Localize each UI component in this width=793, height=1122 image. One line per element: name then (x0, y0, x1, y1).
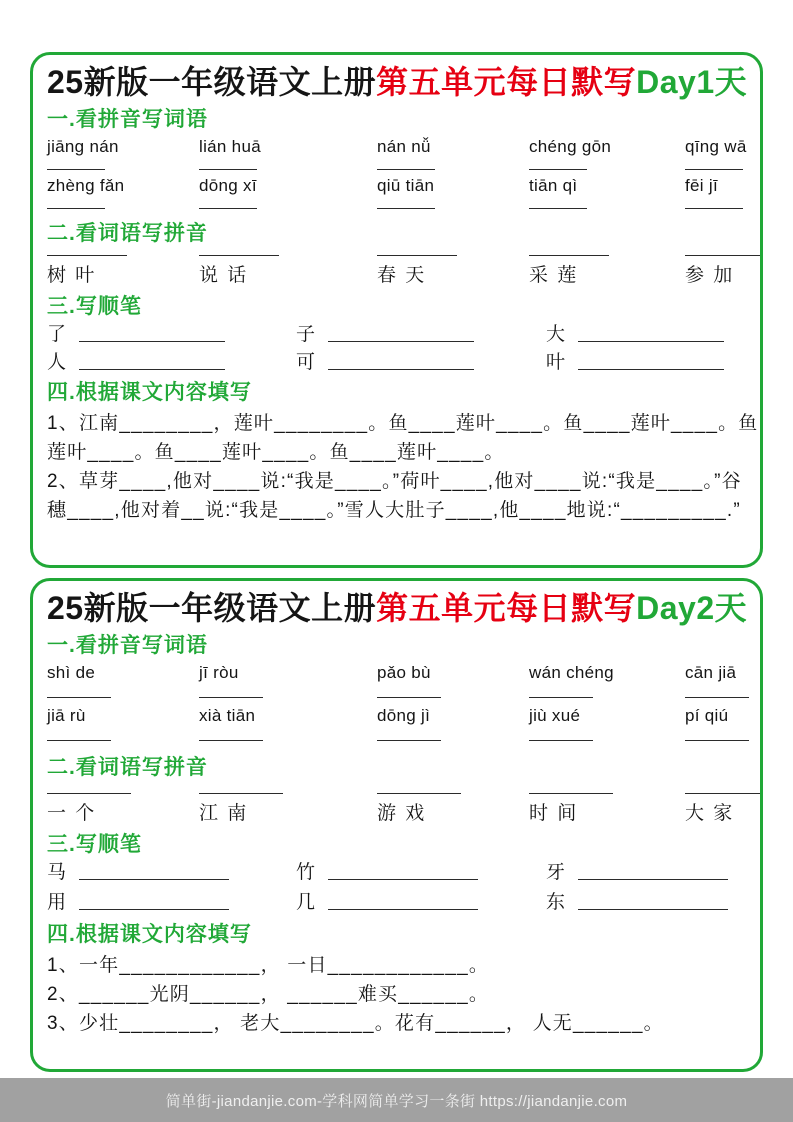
stroke-char: 人 (47, 352, 68, 373)
title-unit: 第五单元每日默写 (376, 64, 637, 100)
stroke-blank (578, 879, 728, 880)
section-heading-stroke-order: 三.写顺笔 (47, 833, 142, 856)
pinyin-cell (377, 663, 529, 706)
pinyin-text: jī ròu (199, 663, 239, 682)
day1-panel (30, 52, 763, 568)
answer-blank (199, 255, 279, 256)
stroke-char: 大 (546, 324, 567, 345)
pinyin-text: lián huā (199, 137, 261, 156)
pinyin-cell (199, 706, 377, 749)
fill-line: 3、少壮________， 老大________。花有______， 人无______。 (47, 1013, 664, 1034)
stroke-blank (328, 909, 478, 910)
answer-blank (685, 255, 763, 256)
pinyin-cell (199, 137, 377, 176)
word-cell (377, 785, 529, 826)
fill-line: 1、一年____________， 一日____________。 (47, 955, 490, 976)
answer-blank (529, 793, 613, 794)
pinyin-cell (685, 663, 749, 706)
word-text: 说 话 (199, 265, 249, 286)
stroke-char: 竹 (296, 862, 317, 883)
pinyin-text: qiū tiān (377, 176, 435, 195)
stroke-order-row (47, 892, 746, 914)
stroke-char: 马 (47, 862, 68, 883)
stroke-item (296, 862, 546, 884)
word-text: 时 间 (529, 803, 579, 824)
answer-blank (377, 697, 441, 698)
stroke-item (47, 324, 296, 346)
section-heading-words-to-pinyin: 二.看词语写拼音 (47, 756, 208, 779)
section-heading-pinyin-to-words: 一.看拼音写词语 (47, 634, 208, 657)
answer-blank (685, 697, 749, 698)
fill-line: 穗____,他对着__说:“我是____。”雪人大肚子____,他____地说:“_________.” (47, 500, 741, 521)
footer-bar (0, 1078, 793, 1122)
stroke-order-row (47, 324, 746, 346)
pinyin-row (47, 706, 746, 749)
pinyin-cell (685, 176, 746, 215)
stroke-char: 牙 (546, 862, 567, 883)
word-text: 树 叶 (47, 265, 97, 286)
word-cell (47, 251, 199, 288)
stroke-char: 了 (47, 324, 68, 345)
stroke-blank (79, 909, 229, 910)
pinyin-text: chéng gōn (529, 137, 612, 156)
stroke-blank (79, 879, 229, 880)
stroke-blank (328, 369, 474, 370)
title-day-badge: Day1天 (636, 64, 748, 100)
pinyin-cell (529, 663, 685, 706)
stroke-char: 几 (296, 892, 317, 913)
pinyin-cell (529, 137, 685, 176)
stroke-blank (578, 909, 728, 910)
answer-blank (377, 255, 457, 256)
answer-blank (377, 740, 441, 741)
worksheet-title (47, 63, 746, 101)
pinyin-cell (377, 176, 529, 215)
fill-line: 2、______光阴______， ______难买______。 (47, 984, 490, 1005)
word-row (47, 785, 746, 826)
section-heading-fill-in: 四.根据课文内容填写 (47, 923, 252, 946)
stroke-char: 东 (546, 892, 567, 913)
pinyin-cell (377, 706, 529, 749)
pinyin-text: jiāng nán (47, 137, 119, 156)
answer-blank (199, 169, 257, 170)
stroke-item (546, 352, 746, 374)
pinyin-cell (529, 706, 685, 749)
stroke-item (546, 862, 746, 884)
word-cell (685, 785, 763, 826)
stroke-item (47, 352, 296, 374)
stroke-blank (79, 341, 225, 342)
answer-blank (529, 255, 609, 256)
answer-blank (685, 208, 743, 209)
stroke-order-row (47, 352, 746, 374)
word-cell (529, 785, 685, 826)
section-heading-pinyin-to-words: 一.看拼音写词语 (47, 108, 208, 131)
stroke-blank (578, 341, 724, 342)
pinyin-text: dōng jì (377, 706, 431, 725)
pinyin-text: pǎo bù (377, 663, 431, 682)
word-cell (199, 251, 377, 288)
pinyin-text: zhèng fǎn (47, 176, 125, 195)
stroke-char: 可 (296, 352, 317, 373)
pinyin-cell (47, 176, 199, 215)
pinyin-cell (47, 137, 199, 176)
answer-blank (47, 740, 111, 741)
stroke-item (47, 862, 296, 884)
answer-blank (199, 793, 283, 794)
pinyin-text: tiān qì (529, 176, 578, 195)
fill-line: 1、江南________，莲叶________。鱼____莲叶____。鱼____莲叶____。鱼 (47, 413, 759, 434)
answer-blank (377, 793, 461, 794)
pinyin-text: jiā rù (47, 706, 86, 725)
pinyin-text: nán nǚ (377, 137, 431, 156)
pinyin-cell (199, 663, 377, 706)
fill-line: 莲叶____。鱼____莲叶____。鱼____莲叶____。 (47, 442, 505, 463)
pinyin-cell (529, 176, 685, 215)
stroke-char: 子 (296, 324, 317, 345)
answer-blank (199, 697, 263, 698)
title-unit: 第五单元每日默写 (376, 590, 637, 626)
word-cell (377, 251, 529, 288)
pinyin-row (47, 137, 746, 176)
pinyin-text: pí qiú (685, 706, 729, 725)
pinyin-text: xià tiān (199, 706, 256, 725)
stroke-char: 叶 (546, 352, 567, 373)
stroke-char: 用 (47, 892, 68, 913)
word-cell (199, 785, 377, 826)
stroke-item (47, 892, 296, 914)
word-text: 春 天 (377, 265, 427, 286)
answer-blank (377, 208, 435, 209)
word-cell (685, 251, 763, 288)
stroke-item (546, 892, 746, 914)
title-prefix: 25新版一年级语文上册 (47, 64, 377, 100)
section-heading-stroke-order: 三.写顺笔 (47, 295, 142, 318)
pinyin-text: jiù xué (529, 706, 581, 725)
worksheet-title (47, 589, 746, 627)
pinyin-cell (47, 706, 199, 749)
fill-section (47, 952, 746, 1038)
stroke-blank (328, 879, 478, 880)
word-cell (529, 251, 685, 288)
fill-line: 2、草芽____,他对____说:“我是____。”荷叶____,他对____说:“我是____。”谷 (47, 471, 742, 492)
answer-blank (685, 793, 763, 794)
pinyin-cell (685, 706, 749, 749)
word-text: 大 家 (685, 803, 735, 824)
pinyin-cell (685, 137, 747, 176)
stroke-order-row (47, 862, 746, 884)
stroke-item (296, 892, 546, 914)
answer-blank (377, 169, 435, 170)
pinyin-text: qīng wā (685, 137, 747, 156)
word-text: 一 个 (47, 803, 97, 824)
title-day-badge: Day2天 (636, 590, 748, 626)
pinyin-cell (47, 663, 199, 706)
answer-blank (47, 697, 111, 698)
word-text: 江 南 (199, 803, 249, 824)
answer-blank (47, 255, 127, 256)
word-row (47, 251, 746, 288)
answer-blank (529, 169, 587, 170)
stroke-item (296, 324, 546, 346)
word-text: 参 加 (685, 265, 735, 286)
answer-blank (47, 169, 105, 170)
footer-watermark-text: 简单街-jiandanjie.com-学科网简单学习一条街 https://jiandanjie.com (165, 1092, 628, 1110)
answer-blank (529, 697, 593, 698)
pinyin-text: fēi jī (685, 176, 718, 195)
day2-panel (30, 578, 763, 1072)
answer-blank (529, 208, 587, 209)
stroke-blank (79, 369, 225, 370)
answer-blank (529, 740, 593, 741)
section-heading-fill-in: 四.根据课文内容填写 (47, 381, 252, 404)
answer-blank (199, 208, 257, 209)
pinyin-row (47, 176, 746, 215)
stroke-item (546, 324, 746, 346)
pinyin-text: cān jiā (685, 663, 737, 682)
pinyin-text: wán chéng (529, 663, 614, 682)
word-text: 采 莲 (529, 265, 579, 286)
fill-section (47, 410, 759, 525)
answer-blank (685, 740, 749, 741)
answer-blank (685, 169, 743, 170)
word-text: 游 戏 (377, 803, 427, 824)
pinyin-cell (199, 176, 377, 215)
pinyin-text: shì de (47, 663, 96, 682)
pinyin-cell (377, 137, 529, 176)
pinyin-row (47, 663, 746, 706)
stroke-item (296, 352, 546, 374)
answer-blank (47, 208, 105, 209)
answer-blank (47, 793, 131, 794)
section-heading-words-to-pinyin: 二.看词语写拼音 (47, 222, 208, 245)
answer-blank (199, 740, 263, 741)
stroke-blank (578, 369, 724, 370)
pinyin-text: dōng xī (199, 176, 257, 195)
stroke-blank (328, 341, 474, 342)
title-prefix: 25新版一年级语文上册 (47, 590, 377, 626)
word-cell (47, 785, 199, 826)
